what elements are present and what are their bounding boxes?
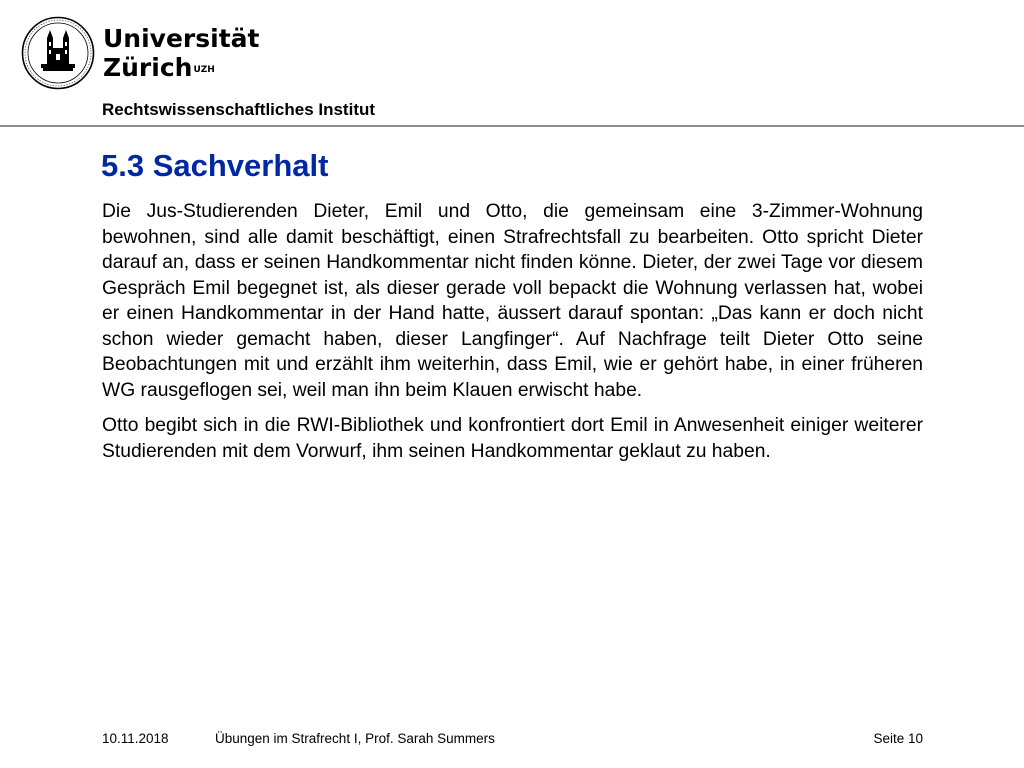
paragraph-1: Die Jus-Studierenden Dieter, Emil und Otto, die gemeinsam eine 3-Zimmer-Wohnung bewohnen, sind alle damit beschäftigt, einen Strafrechtsfall zu bearbeiten. Otto spricht Dieter darauf an, dass er seinen Handkommentar nicht finden könne. Dieter, der zwei Tage vor diesem Gespräch Emil begegnet ist, als dieser gerade voll bepackt die Wohnung verlassen hat, wobei er einen Handkommentar in der Hand hatte, äussert darauf spontan: „Das kann er doch nicht schon wieder gemacht haben, dieser Langfinger“. Auf Nachfrage teilt Dieter Otto seine Beobachtungen mit und erzählt ihm weiterhin, dass Emil, wie er gehört habe, in einer früheren WG rausgeflogen sei, weil man ihn beim Klauen erwischt habe. — [102, 201, 923, 401]
uzh-seal-icon — [21, 16, 95, 90]
footer-course: Übungen im Strafrecht I, Prof. Sarah Summers — [215, 731, 495, 746]
university-wordmark — [103, 24, 259, 82]
wordmark-line-1: Universität — [103, 24, 260, 53]
paragraph-2: Otto begibt sich in die RWI-Bibliothek und konfrontiert dort Emil in Anwesenheit einiger weiterer Studierenden mit dem Vorwurf, ihm seinen Handkommentar geklaut zu haben. — [102, 415, 923, 462]
slide-body — [102, 199, 923, 474]
wordmark-uzh: UZH — [193, 65, 215, 75]
footer-page-number: Seite 10 — [873, 731, 923, 746]
wordmark-line-2 — [103, 53, 259, 82]
institute-name: Rechtswissenschaftliches Institut — [102, 100, 376, 119]
wordmark-zurich: Zürich — [103, 53, 193, 82]
slide-title: 5.3 Sachverhalt — [101, 148, 329, 183]
footer-date: 10.11.2018 — [102, 731, 169, 746]
header-divider — [0, 125, 1024, 127]
